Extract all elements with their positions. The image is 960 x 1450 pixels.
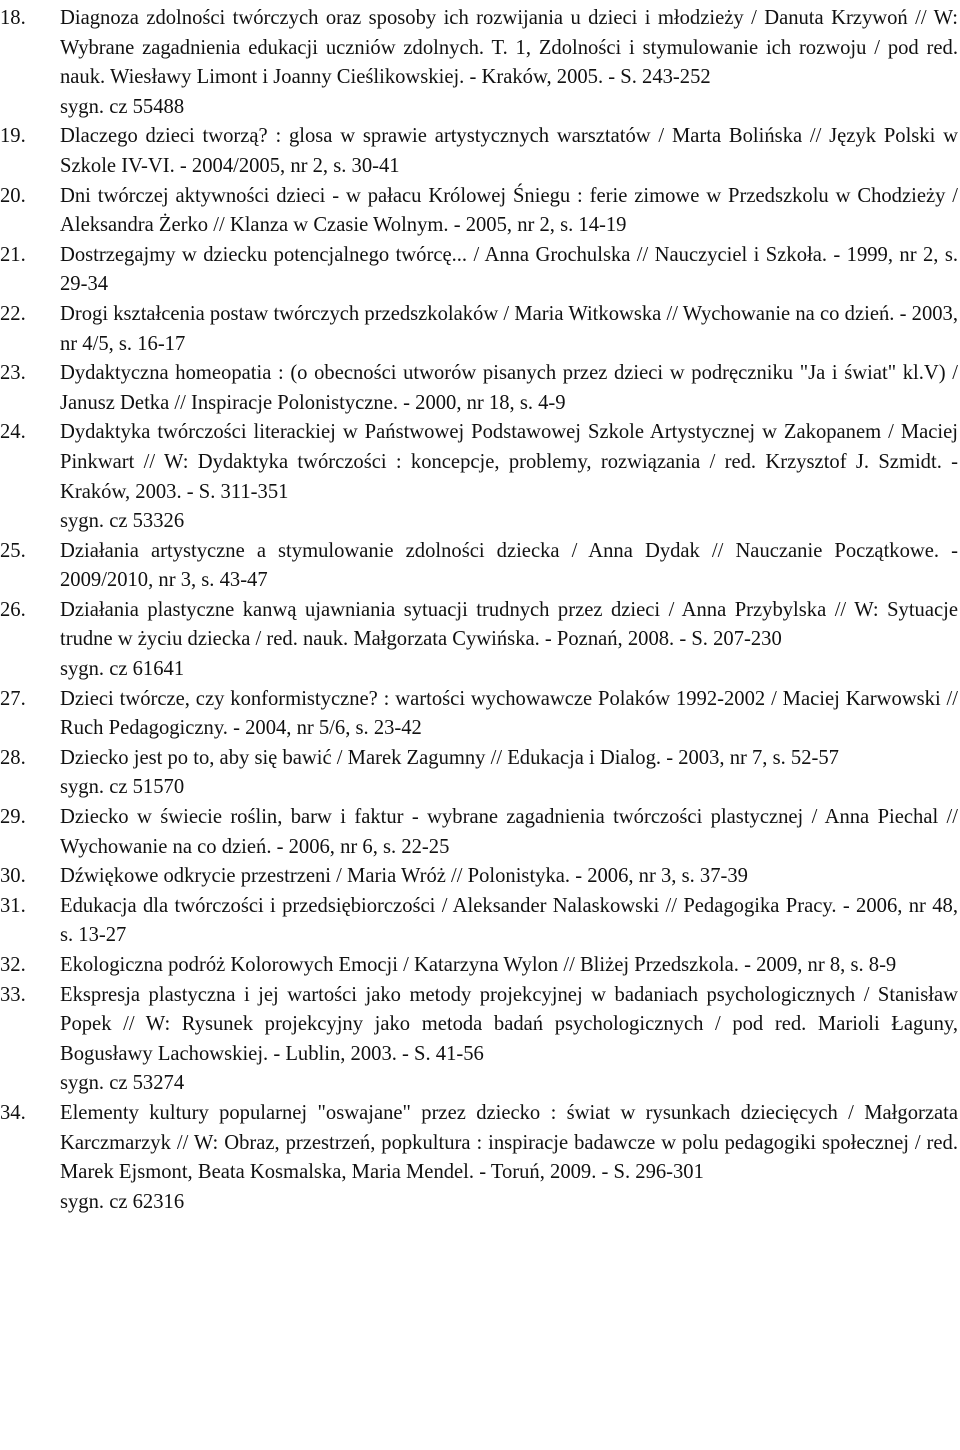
bibliography-entry [0,981,958,1099]
bibliography-entry [0,418,958,536]
entry-number: 28. [0,746,26,769]
entry-description: Dlaczego dzieci tworzą? : glosa w sprawie artystycznych warsztatów / Marta Bolińska // Język Polski w Szkole IV-VI. - 2004/2005, nr 2, s. 30-41 [60,125,958,177]
entry-number: 31. [0,894,26,917]
entry-shelfmark: sygn. cz 51570 [60,776,185,799]
entry-number: 33. [0,983,26,1006]
bibliography-entry [0,685,958,744]
entry-shelfmark: sygn. cz 55488 [60,95,185,118]
entry-description: Diagnoza zdolności twórczych oraz sposoby ich rozwijania u dzieci i młodzieży / Danuta Krzywoń // W: Wybrane zagadnienia edukacji uczniów zdolnych. T. 1, Zdolności i stymulowanie ich rozwoju / pod red. nauk. Wiesławy Limont i Joanny Cieślikowskiej. - Kraków, 2005. - S. 243-252 [60,7,958,89]
entry-description: Dzieci twórcze, czy konformistyczne? : wartości wychowawcze Polaków 1992-2002 / Maciej Karwowski // Ruch Pedagogiczny. - 2004, nr 5/6, s. 23-42 [60,687,958,740]
entry-number: 32. [0,954,26,976]
entry-description: Dziecko w świecie roślin, barw i faktur - wybrane zagadnienia twórczości plastycznej / Anna Piechal // Wychowanie na co dzień. - 2006, nr 6, s. 22-25 [60,806,958,858]
entry-shelfmark: sygn. cz 53274 [60,1072,185,1095]
entry-description: Ekspresja plastyczna i jej wartości jako metody projekcyjnej w badaniach psychologicznych / Stanisław Popek // W: Rysunek projekcyjny jako metoda badań psychologicznych / pod red. Marioli Łaguny, Bogusławy Lachowskiej. - Lublin, 2003. - S. 41-56 [60,983,958,1065]
entry-description: Działania artystyczne a stymulowanie zdolności dziecka / Anna Dydak // Nauczanie Początkowe. - 2009/2010, nr 3, s. 43-47 [60,539,958,592]
bibliography-entry [0,537,958,596]
entry-number: 24. [0,421,26,444]
entry-description: Dziecko jest po to, aby się bawić / Marek Zagumny // Edukacja i Dialog. - 2003, nr 7, s. 52-57 [60,746,839,769]
entry-description: Dźwiękowe odkrycie przestrzeni / Maria Wróż // Polonistyka. - 2006, nr 3, s. 37-39 [60,865,748,888]
entry-number: 23. [0,362,26,385]
bibliography-entry [0,596,958,685]
bibliography-entry [0,744,958,803]
entry-number: 30. [0,865,26,888]
entry-description: Elementy kultury popularnej "oswajane" przez dziecko : świat w rysunkach dziecięcych / Małgorzata Karczmarzyk // W: Obraz, przestrzeń, popkultura : inspiracje badawcze w polu pedagogiki społecznej / red. Marek Ejsmont, Beata Kosmalska, Maria Mendel. - Toruń, 2009. - S. 296-301 [60,1101,958,1184]
bibliography-entry [0,241,958,300]
entry-description: Dni twórczej aktywności dzieci - w pałacu Królowej Śniegu : ferie zimowe w Przedszkolu w Chodzieży / Aleksandra Żerko // Klanza w Czasie Wolnym. - 2005, nr 2, s. 14-19 [60,184,958,237]
bibliography-entry [0,1099,958,1217]
bibliography-entry [0,803,958,862]
entry-number: 20. [0,184,26,207]
entry-shelfmark: sygn. cz 62316 [60,1190,185,1213]
entry-number: 21. [0,243,26,266]
entry-description: Edukacja dla twórczości i przedsiębiorczości / Aleksander Nalaskowski // Pedagogika Pracy. - 2006, nr 48, s. 13-27 [60,894,958,947]
bibliography-entry [0,4,958,122]
bibliography-entry [0,862,958,892]
entry-description: Dydaktyka twórczości literackiej w Państwowej Podstawowej Szkole Artystycznej w Zakopanem / Maciej Pinkwart // W: Dydaktyka twórczości : koncepcje, problemy, rozwiązania / red. Krzysztof J. Szmidt. - Kraków, 2003. - S. 311-351 [60,421,958,503]
entry-number: 29. [0,806,26,829]
entry-number: 27. [0,687,26,710]
entry-shelfmark: sygn. cz 61641 [60,658,185,681]
bibliography-entry [0,359,958,418]
entry-description: Drogi kształcenia postaw twórczych przedszkolaków / Maria Witkowska // Wychowanie na co dzień. - 2003, nr 4/5, s. 16-17 [60,302,958,355]
bibliography-entry [0,300,958,359]
entry-description: Dostrzegajmy w dziecku potencjalnego twórcę... / Anna Grochulska // Nauczyciel i Szkoła. - 1999, nr 2, s. 29-34 [60,243,958,296]
entry-description: Ekologiczna podróż Kolorowych Emocji / Katarzyna Wylon // Bliżej Przedszkola. - 2009, nr 8, s. 8-9 [60,954,897,976]
entry-number: 25. [0,539,26,562]
entry-number: 18. [0,7,26,29]
bibliography-entry [0,951,958,981]
entry-description: Działania plastyczne kanwą ujawniania sytuacji trudnych przez dzieci / Anna Przybylska // W: Sytuacje trudne w życiu dziecka / red. nauk. Małgorzata Cywińska. - Poznań, 2008. - S. 207-230 [60,598,958,651]
entry-number: 34. [0,1101,26,1124]
bibliography-entry [0,182,958,241]
entry-number: 26. [0,598,26,621]
entry-description: Dydaktyczna homeopatia : (o obecności utworów pisanych przez dzieci w podręczniku "Ja i świat" kl.V) / Janusz Detka // Inspiracje Polonistyczne. - 2000, nr 18, s. 4-9 [60,362,958,414]
bibliography-entry [0,892,958,951]
entry-number: 22. [0,302,26,325]
bibliography-entry [0,122,958,181]
bibliography-list [0,4,958,1217]
entry-shelfmark: sygn. cz 53326 [60,510,185,533]
entry-number: 19. [0,125,26,148]
